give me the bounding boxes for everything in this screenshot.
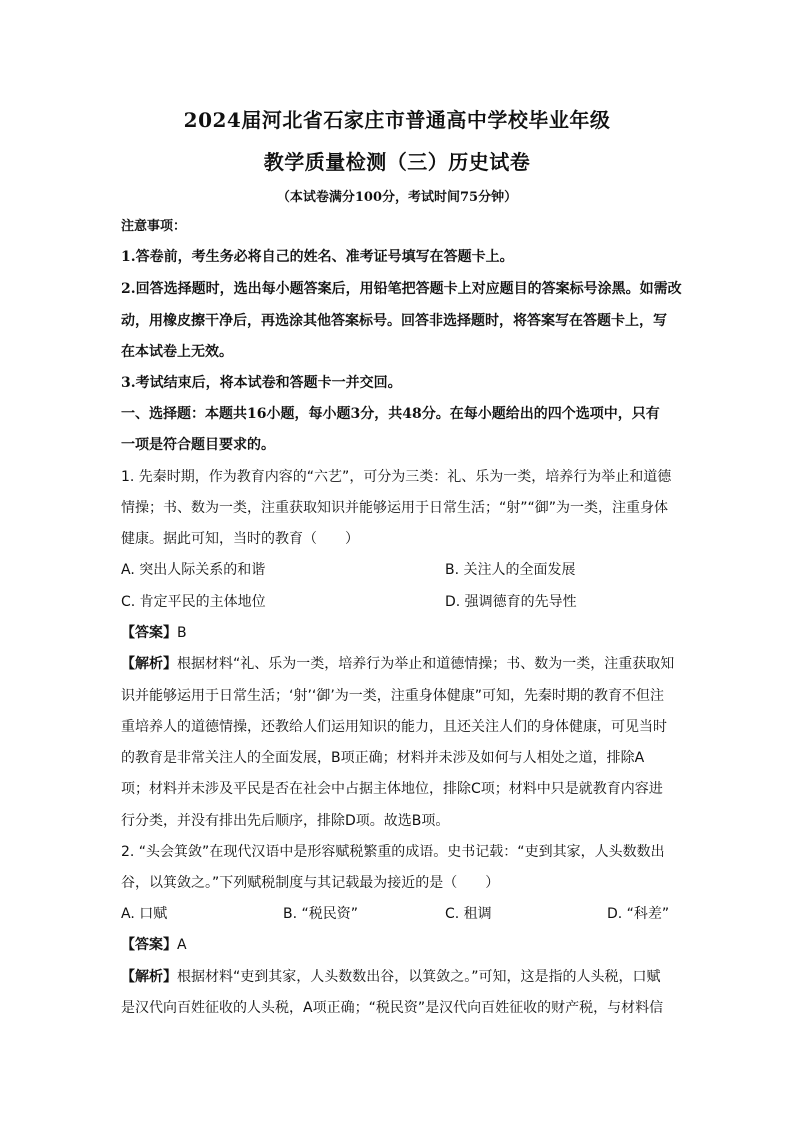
q1-option-a: A. 突出人际关系的和谐 [121, 562, 266, 578]
q2-stem-line2: 谷，以箕敛之。”下列赋税制度与其记载最为接近的是（ ） [121, 875, 500, 891]
answer-tag: 【答案】 [121, 937, 177, 953]
q2-analysis-line2: 是汉代向百姓征收的人头税，A项正确；“税民资”是汉代向百姓征收的财产税，与材料信 [121, 1000, 664, 1016]
section-heading-cont: 一项是符合题目要求的。 [121, 437, 275, 453]
q2-option-c: C. 租调 [445, 906, 492, 922]
note-item-2-cont: 动，用橡皮擦干净后，再选涂其他答案标号。回答非选择题时，将答案写在答题卡上，写 [121, 313, 667, 329]
analysis-tag: 【解析】 [121, 969, 177, 985]
answer-value: B [177, 625, 187, 641]
q2-answer [121, 935, 677, 955]
page-title-line2: 教学质量检测（三）历史试卷 [263, 150, 531, 174]
q2-option-a: A. 口赋 [121, 906, 168, 922]
section-heading: 一、选择题：本题共16小题，每小题3分，共48分。在每小题给出的四个选项中，只有 [121, 406, 660, 422]
analysis-text: 根据材料“礼、乐为一类，培养行为举止和道德情操；书、数为一类，注重获取知 [177, 656, 675, 672]
answer-value: A [177, 937, 187, 953]
q1-answer [121, 623, 677, 643]
answer-tag: 【答案】 [121, 625, 177, 641]
note-item-1: 1.答卷前，考生务必将自己的姓名、准考证号填写在答题卡上。 [121, 249, 514, 265]
analysis-text: 根据材料“吏到其家，人头数数出谷，以箕敛之。”可知，这是指的人头税，口赋 [177, 969, 661, 985]
q1-analysis-line4: 的教育是非常关注人的全面发展，B项正确；材料并未涉及如何与人相处之道，排除A [121, 750, 645, 766]
q1-option-c: C. 肯定平民的主体地位 [121, 594, 266, 610]
q1-stem-line3: 健康。据此可知，当时的教育（ ） [121, 531, 359, 547]
note-item-2: 2.回答选择题时，选出每小题答案后，用铅笔把答题卡上对应题目的答案标号涂黑。如需改 [121, 281, 682, 297]
q2-option-d: D. “科差” [607, 906, 670, 922]
q1-analysis-line5: 项；材料并未涉及平民是否在社会中占据主体地位，排除C项；材料中只是就教育内容进 [121, 781, 663, 797]
note-item-2-end: 在本试卷上无效。 [121, 344, 233, 360]
q1-stem-line1: 1. 先秦时期，作为教育内容的“六艺”，可分为三类：礼、乐为一类，培养行为举止和道德 [121, 469, 672, 485]
q2-stem-line1: 2. “头会箕敛”在现代汉语中是形容赋税繁重的成语。史书记载：“吏到其家，人头数数出 [121, 844, 665, 860]
note-item-3: 3.考试结束后，将本试卷和答题卡一并交回。 [121, 375, 402, 391]
q1-stem-line2: 情操；书、数为一类，注重获取知识并能够运用于日常生活；“射”“御”为一类，注重身体 [121, 500, 669, 516]
q2-analysis-line1 [121, 967, 677, 987]
q1-option-d: D. 强调德育的先导性 [445, 594, 577, 610]
notes-heading: 注意事项： [121, 219, 187, 234]
q1-option-b: B. 关注人的全面发展 [445, 562, 576, 578]
q1-analysis-line2: 识并能够运用于日常生活；‘射’‘御’为一类，注重身体健康”可知，先秦时期的教育不但注 [121, 688, 665, 704]
q1-analysis-line6: 行分类，并没有排出先后顺序，排除D项。故选B项。 [121, 813, 450, 829]
page-title-line1: 2024届河北省石家庄市普通高中学校毕业年级 [183, 108, 611, 132]
exam-subtitle: （本试卷满分100分，考试时间75分钟） [276, 190, 518, 205]
q1-analysis-line1 [121, 654, 677, 674]
analysis-tag: 【解析】 [121, 656, 177, 672]
q2-option-b: B. “税民资” [283, 906, 359, 922]
q1-analysis-line3: 重培养人的道德情操，还教给人们运用知识的能力，且还关注人们的身体健康，可见当时 [121, 719, 667, 735]
